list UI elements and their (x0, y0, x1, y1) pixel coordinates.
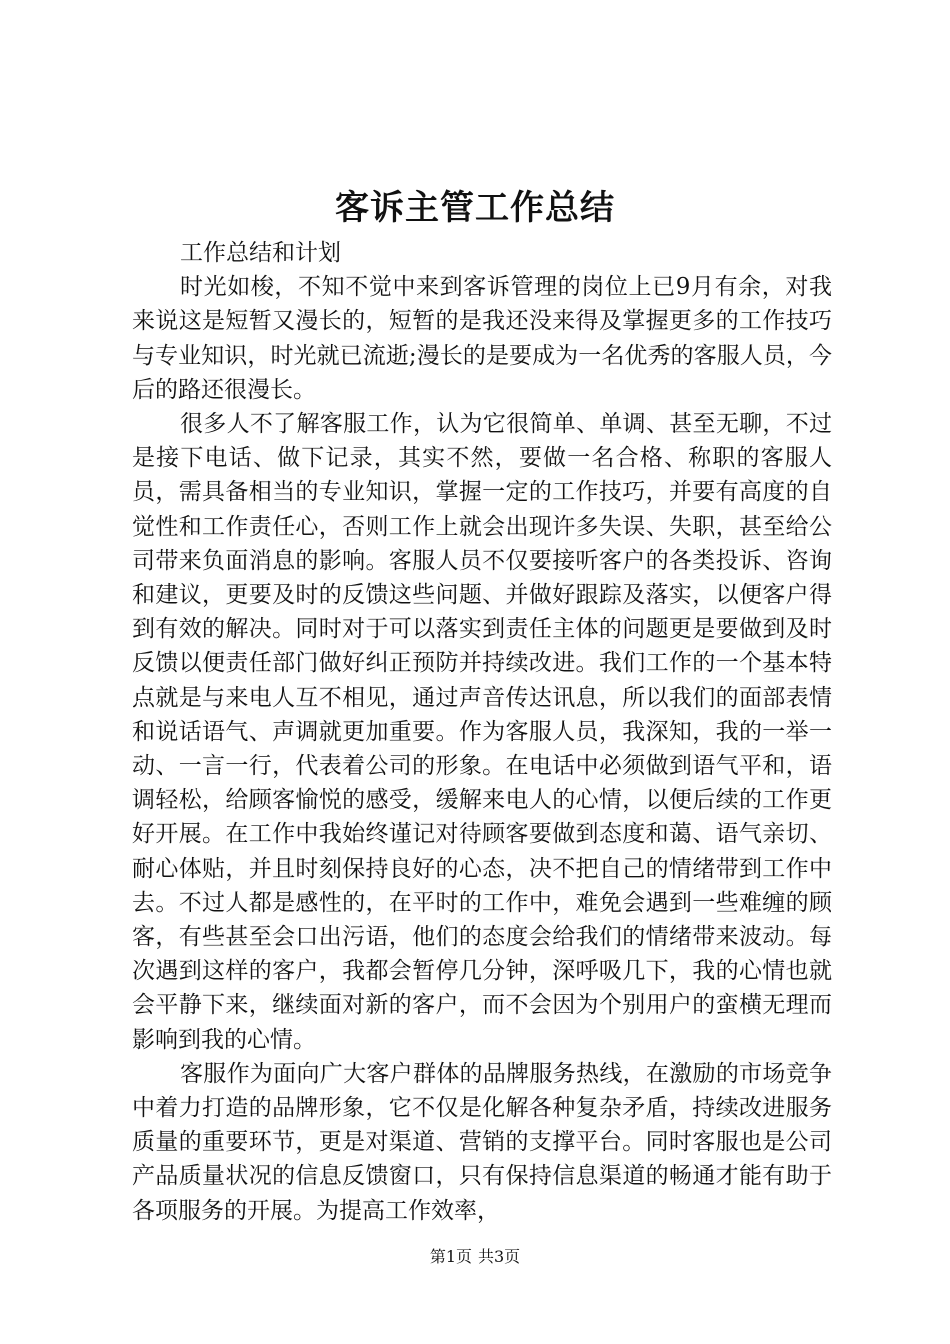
page-number: 第1页 (429, 1247, 472, 1266)
page-total: 共3页 (478, 1247, 521, 1266)
document-body (132, 236, 832, 1228)
paragraph-1: 时光如梭，不知不觉中来到客诉管理的岗位上已9月有余，对我来说这是短暂又漫长的，短暂的是我还没来得及掌握更多的工作技巧与专业知识，时光就已流逝;漫长的是要成为一名优秀的客服人员，今后的路还很漫长。 (132, 274, 832, 403)
paragraph-2: 很多人不了解客服工作，认为它很简单、单调、甚至无聊，不过是接下电话、做下记录，其实不然，要做一名合格、称职的客服人员，需具备相当的专业知识，掌握一定的工作技巧，并要有高度的自觉性和工作责任心，否则工作上就会出现许多失误、失职，甚至给公司带来负面消息的影响。客服人员不仅要接听客户的各类投诉、咨询和建议，更要及时的反馈这些问题、并做好跟踪及落实，以便客户得到有效的解决。同时对于可以落实到责任主体的问题更是要做到及时反馈以便责任部门做好纠正预防并持续改进。我们工作的一个基本特点就是与来电人互不相见，通过声音传达讯息，所以我们的面部表情和说话语气、声调就更加重要。作为客服人员，我深知，我的一举一动、一言一行，代表着公司的形象。在电话中必须做到语气平和，语调轻松，给顾客愉悦的感受，缓解来电人的心情，以便后续的工作更好开展。在工作中我始终谨记对待顾客要做到态度和蔼、语气亲切、耐心体贴，并且时刻保持良好的心态，决不把自己的情绪带到工作中去。不过人都是感性的，在平时的工作中，难免会遇到一些难缠的顾客，有些甚至会口出污语，他们的态度会给我们的情绪带来波动。每次遇到这样的客户，我都会暂停几分钟，深呼吸几下，我的心情也就会平静下来，继续面对新的客户，而不会因为个别用户的蛮横无理而影响到我的心情。 (132, 411, 832, 1053)
page-footer (0, 1246, 950, 1268)
document-subtitle: 工作总结和计划 (180, 240, 341, 266)
paragraph-3: 客服作为面向广大客户群体的品牌服务热线，在激励的市场竞争中着力打造的品牌形象，它不仅是化解各种复杂矛盾，持续改进服务质量的重要环节，更是对渠道、营销的支撑平台。同时客服也是公司产品质量状况的信息反馈窗口，只有保持信息渠道的畅通才能有助于各项服务的开展。为提高工作效率， (132, 1060, 832, 1224)
document-title: 客诉主管工作总结 (335, 188, 615, 228)
